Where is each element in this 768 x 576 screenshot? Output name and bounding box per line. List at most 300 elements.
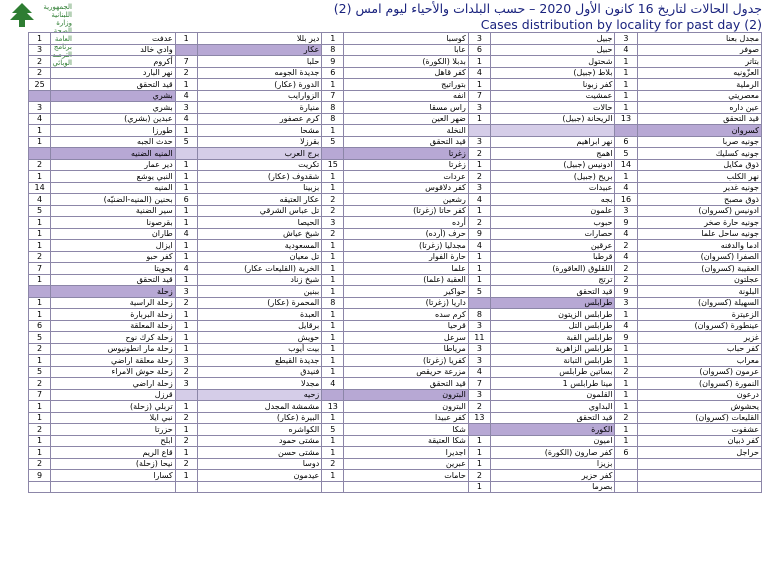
case-count-cell: 2 <box>29 67 51 79</box>
locality-cell: كفر حبو <box>51 251 176 263</box>
locality-cell: مشمشة المجدل <box>197 401 322 413</box>
locality-cell: عين داره <box>637 102 762 114</box>
locality-cell: مجدلا <box>197 378 322 390</box>
case-count-cell <box>322 481 344 493</box>
locality-cell: عمشيت <box>490 90 615 102</box>
case-count-cell: 3 <box>175 286 197 298</box>
locality-cell: شقدوف (عكار) <box>197 171 322 183</box>
locality-cell: مشتى حمود <box>197 435 322 447</box>
locality-cell: النبي يوشع <box>51 171 176 183</box>
locality-cell: بزيزا <box>490 458 615 470</box>
locality-cell: شيخ زناد <box>197 274 322 286</box>
case-count-cell: 3 <box>615 205 637 217</box>
locality-cell: دير عمار <box>51 159 176 171</box>
locality-cell: بريح (جبيل) <box>490 171 615 183</box>
locality-cell: الرملية <box>637 79 762 91</box>
case-count-cell: 1 <box>29 412 51 424</box>
case-count-cell: 6 <box>29 320 51 332</box>
table-row <box>29 56 762 68</box>
case-count-cell: 5 <box>175 136 197 148</box>
locality-cell: العزّونيه <box>637 67 762 79</box>
table-row <box>29 67 762 79</box>
table-row <box>29 366 762 378</box>
table-row <box>29 113 762 125</box>
locality-cell: علمون <box>490 205 615 217</box>
locality-cell: القليعات (كسروان) <box>637 412 762 424</box>
locality-cell: مجدليا (زغرتا) <box>344 240 469 252</box>
locality-cell: الكواشره <box>197 424 322 436</box>
case-count-cell <box>468 424 490 436</box>
case-count-cell: 3 <box>468 102 490 114</box>
locality-cell: تكريت <box>197 159 322 171</box>
case-count-cell: 3 <box>468 389 490 401</box>
case-count-cell: 2 <box>615 366 637 378</box>
case-count-cell: 7 <box>468 378 490 390</box>
case-count-cell: 1 <box>175 159 197 171</box>
locality-cell: عدفت <box>51 33 176 45</box>
case-count-cell: 2 <box>29 251 51 263</box>
locality-cell: الدورة (عكار) <box>197 79 322 91</box>
case-count-cell: 8 <box>468 309 490 321</box>
locality-cell: ذوق مصبح <box>637 194 762 206</box>
case-count-cell: 2 <box>615 412 637 424</box>
case-count-cell: 2 <box>175 67 197 79</box>
case-count-cell: 1 <box>175 309 197 321</box>
case-count-cell: 9 <box>615 286 637 298</box>
case-count-cell: 9 <box>322 56 344 68</box>
table-row <box>29 309 762 321</box>
case-count-cell: 7 <box>29 263 51 275</box>
case-count-cell: 3 <box>468 33 490 45</box>
case-count-cell <box>615 125 637 137</box>
locality-cell: زحلة مار انطونيوس <box>51 343 176 355</box>
case-count-cell: 1 <box>468 447 490 459</box>
case-count-cell: 9 <box>468 228 490 240</box>
table-row <box>29 79 762 91</box>
case-count-cell <box>468 297 490 309</box>
locality-cell: عبدين (بشري) <box>51 113 176 125</box>
case-count-cell: 13 <box>468 412 490 424</box>
case-count-cell: 8 <box>322 44 344 56</box>
locality-cell: المنيه <box>51 182 176 194</box>
locality-cell <box>637 470 762 482</box>
case-count-cell: 1 <box>615 102 637 114</box>
case-count-cell: 11 <box>468 332 490 344</box>
case-count-cell: 1 <box>322 263 344 275</box>
locality-cell: طرابلس التبانة <box>490 355 615 367</box>
case-count-cell: 4 <box>468 67 490 79</box>
case-count-cell: 2 <box>322 228 344 240</box>
table-row <box>29 44 762 56</box>
case-count-cell: 1 <box>29 435 51 447</box>
locality-cell: بجه <box>490 194 615 206</box>
locality-cell: حارة الفوار <box>344 251 469 263</box>
case-count-cell: 1 <box>175 125 197 137</box>
table-row <box>29 194 762 206</box>
case-count-cell: 1 <box>29 217 51 229</box>
case-count-cell: 1 <box>615 309 637 321</box>
logo-line: وزارة الصحة العامة <box>53 19 72 43</box>
case-count-cell: 1 <box>322 125 344 137</box>
case-count-cell: 5 <box>468 286 490 298</box>
case-count-cell: 1 <box>29 240 51 252</box>
locality-cell: أكروم <box>51 56 176 68</box>
locality-cell: كوسبا <box>344 33 469 45</box>
case-count-cell: 4 <box>175 263 197 275</box>
case-count-cell: 2 <box>175 366 197 378</box>
case-count-cell: 6 <box>615 136 637 148</box>
locality-cell: العقبة (علما) <box>344 274 469 286</box>
locality-cell: كفر ذبيان <box>637 435 762 447</box>
locality-cell: بشري <box>51 102 176 114</box>
locality-cell: قيد التحقق <box>51 79 176 91</box>
case-count-cell: 1 <box>322 309 344 321</box>
locality-cell: ادونيس (جبيل) <box>490 159 615 171</box>
locality-cell: مجدل بعنا <box>637 33 762 45</box>
case-count-cell: 1 <box>175 401 197 413</box>
case-count-cell: 1 <box>175 79 197 91</box>
table-row <box>29 159 762 171</box>
region-header-cell <box>490 125 615 137</box>
region-header-cell: المنيه الضنيه <box>51 148 176 160</box>
case-count-cell: 1 <box>615 67 637 79</box>
case-count-cell: 1 <box>468 263 490 275</box>
case-count-cell: 1 <box>175 274 197 286</box>
locality-cell <box>637 481 762 493</box>
case-count-cell: 2 <box>468 470 490 482</box>
locality-cell: نهر البارد <box>51 67 176 79</box>
table-row <box>29 320 762 332</box>
locality-cell: بتوراتيج <box>344 79 469 91</box>
case-count-cell: 4 <box>615 44 637 56</box>
case-count-cell: 1 <box>175 343 197 355</box>
case-count-cell: 1 <box>322 182 344 194</box>
case-count-cell: 3 <box>175 378 197 390</box>
locality-cell: كفريا (زغرتا) <box>344 355 469 367</box>
locality-cell: ذوق مكايل <box>637 159 762 171</box>
locality-cell: قاع الريم <box>51 447 176 459</box>
table-row <box>29 217 762 229</box>
locality-cell: طرابلس الزاهرية <box>490 343 615 355</box>
case-count-cell: 15 <box>322 159 344 171</box>
table-row <box>29 263 762 275</box>
case-count-cell: 13 <box>615 113 637 125</box>
case-count-cell: 1 <box>468 251 490 263</box>
locality-cell: بقرزلا <box>197 136 322 148</box>
table-row <box>29 297 762 309</box>
locality-cell: زحلة الراسية <box>51 297 176 309</box>
locality-cell: حامات <box>344 470 469 482</box>
case-count-cell: 4 <box>29 113 51 125</box>
locality-cell: قيد التحقق <box>344 378 469 390</box>
locality-cell: عينطورة (كسروان) <box>637 320 762 332</box>
locality-cell: برقايل <box>197 320 322 332</box>
case-count-cell: 1 <box>322 435 344 447</box>
region-header-cell: بشري <box>51 90 176 102</box>
locality-cell: رشعين <box>344 194 469 206</box>
locality-cell: الريحانة (جبيل) <box>490 113 615 125</box>
case-count-cell: 1 <box>322 332 344 344</box>
table-row <box>29 274 762 286</box>
locality-cell: بلاط (جبيل) <box>490 67 615 79</box>
region-header-cell: البترون <box>344 389 469 401</box>
locality-cell: الزوارايب <box>197 90 322 102</box>
case-count-cell <box>29 148 51 160</box>
locality-cell: بقرصونا <box>51 217 176 229</box>
case-count-cell <box>615 481 637 493</box>
case-count-cell: 1 <box>615 378 637 390</box>
case-count-cell: 1 <box>322 240 344 252</box>
region-header-cell: الكورة <box>490 424 615 436</box>
case-count-cell: 1 <box>29 171 51 183</box>
locality-cell: ايزال <box>51 240 176 252</box>
locality-cell: القلمون <box>490 389 615 401</box>
locality-cell: كفر قاهل <box>344 67 469 79</box>
locality-cell <box>344 481 469 493</box>
case-count-cell: 2 <box>322 194 344 206</box>
locality-cell: قيد التحقق <box>637 113 762 125</box>
case-count-cell: 1 <box>468 113 490 125</box>
case-count-cell: 1 <box>468 481 490 493</box>
case-count-cell: 4 <box>29 194 51 206</box>
case-count-cell: 5 <box>29 332 51 344</box>
locality-cell: حراجل <box>637 447 762 459</box>
case-count-cell: 6 <box>615 447 637 459</box>
cedar-logo-icon <box>8 2 36 28</box>
locality-cell: حبيل <box>490 44 615 56</box>
locality-cell: طرابلس القبة <box>490 332 615 344</box>
locality-cell: علما <box>344 263 469 275</box>
case-count-cell: 2 <box>29 56 51 68</box>
table-row <box>29 447 762 459</box>
logo-line: برنامج الترصد الوبائي <box>52 43 72 67</box>
case-count-cell: 4 <box>468 240 490 252</box>
cases-table <box>28 32 762 493</box>
logo-line: الجمهورية اللبنانية <box>43 3 72 19</box>
case-count-cell: 1 <box>29 228 51 240</box>
case-count-cell <box>175 481 197 493</box>
locality-cell: الحيصا <box>197 217 322 229</box>
case-count-cell: 1 <box>468 159 490 171</box>
case-count-cell: 2 <box>29 458 51 470</box>
locality-cell: كفر زبونا <box>490 79 615 91</box>
case-count-cell: 2 <box>29 424 51 436</box>
locality-cell: ادونيس (كسروان) <box>637 205 762 217</box>
locality-cell: عردات <box>344 171 469 183</box>
table-row <box>29 33 762 45</box>
locality-cell: طورزا <box>51 125 176 137</box>
case-count-cell: 1 <box>175 320 197 332</box>
case-count-cell: 1 <box>615 401 637 413</box>
locality-cell: قيد التحقق <box>490 286 615 298</box>
locality-cell: سير الضنية <box>51 205 176 217</box>
case-count-cell: 3 <box>615 33 637 45</box>
case-count-cell: 1 <box>322 355 344 367</box>
locality-cell: جونيه ساحل علما <box>637 228 762 240</box>
case-count-cell: 4 <box>615 251 637 263</box>
locality-cell: شكا العتيقة <box>344 435 469 447</box>
table-row <box>29 228 762 240</box>
table-row <box>29 435 762 447</box>
locality-cell: العقيبة (كسروان) <box>637 263 762 275</box>
locality-cell: عيدمون <box>197 470 322 482</box>
locality-cell: عكار العتيقه <box>197 194 322 206</box>
locality-cell: النخلة <box>344 125 469 137</box>
locality-cell: صوفر <box>637 44 762 56</box>
locality-cell: أرده <box>344 217 469 229</box>
locality-cell: قيد التحقق <box>51 274 176 286</box>
locality-cell: قيد التحقق <box>490 412 615 424</box>
locality-cell: بحويتا <box>51 263 176 275</box>
region-header-cell: عكار <box>197 44 322 56</box>
region-header-cell: زغرتا <box>344 148 469 160</box>
table-row <box>29 136 762 148</box>
locality-cell: جديدة القيطع <box>197 355 322 367</box>
region-header-cell: كسروان <box>637 125 762 137</box>
locality-cell: غزير <box>637 332 762 344</box>
case-count-cell: 1 <box>322 343 344 355</box>
locality-cell: مزرعة حريقص <box>344 366 469 378</box>
locality-cell: حصارات <box>490 228 615 240</box>
locality-cell: تربلي (زحلة) <box>51 401 176 413</box>
locality-cell: درعون <box>637 389 762 401</box>
locality-cell: عجلتون <box>637 274 762 286</box>
table-row <box>29 458 762 470</box>
locality-cell: النمورة (كسروان) <box>637 378 762 390</box>
case-count-cell: 4 <box>468 194 490 206</box>
case-count-cell: 1 <box>322 412 344 424</box>
case-count-cell: 14 <box>29 182 51 194</box>
locality-cell: ضهر العين <box>344 113 469 125</box>
case-count-cell: 4 <box>615 228 637 240</box>
locality-cell: المسعودية <box>197 240 322 252</box>
case-count-cell: 1 <box>322 79 344 91</box>
locality-cell: شحتول <box>490 56 615 68</box>
locality-cell: جبيل <box>490 33 615 45</box>
locality-cell: مرياطا <box>344 343 469 355</box>
locality-cell: الزعيترة <box>637 309 762 321</box>
case-count-cell: 14 <box>615 159 637 171</box>
locality-cell: حلبا <box>197 56 322 68</box>
case-count-cell: 3 <box>29 44 51 56</box>
locality-cell <box>637 458 762 470</box>
case-count-cell <box>615 458 637 470</box>
locality-cell: عشقوت <box>637 424 762 436</box>
case-count-cell: 4 <box>175 113 197 125</box>
case-count-cell: 8 <box>322 297 344 309</box>
case-count-cell: 1 <box>29 274 51 286</box>
case-count-cell: 2 <box>29 343 51 355</box>
case-count-cell: 25 <box>29 79 51 91</box>
case-count-cell: 1 <box>322 33 344 45</box>
case-count-cell: 6 <box>175 194 197 206</box>
locality-cell: جونيه غدير <box>637 182 762 194</box>
locality-cell: زحلة معلقة اراضي <box>51 355 176 367</box>
case-count-cell: 1 <box>468 79 490 91</box>
case-count-cell <box>468 125 490 137</box>
locality-cell: بتاتر <box>637 56 762 68</box>
case-count-cell: 7 <box>175 56 197 68</box>
locality-cell: زحلة كرك نوح <box>51 332 176 344</box>
case-count-cell <box>29 90 51 102</box>
locality-cell: نهر ابراهيم <box>490 136 615 148</box>
locality-cell: الصفرا (كسروان) <box>637 251 762 263</box>
locality-cell: حالات <box>490 102 615 114</box>
locality-cell: بساتين طرابلس <box>490 366 615 378</box>
case-count-cell: 2 <box>615 274 637 286</box>
case-count-cell: 2 <box>615 240 637 252</box>
table-row <box>29 378 762 390</box>
locality-cell: معصريتي <box>637 90 762 102</box>
case-count-cell: 1 <box>468 205 490 217</box>
locality-cell: قرطبا <box>490 251 615 263</box>
locality-cell: جديدة الجومه <box>197 67 322 79</box>
case-count-cell: 3 <box>468 182 490 194</box>
locality-cell: حبوب <box>490 217 615 229</box>
case-count-cell <box>322 389 344 401</box>
case-count-cell: 2 <box>468 171 490 183</box>
locality-cell: البيرة (عكار) <box>197 412 322 424</box>
case-count-cell: 1 <box>615 79 637 91</box>
locality-cell: راس مسقا <box>344 102 469 114</box>
locality-cell: فنيدق <box>197 366 322 378</box>
case-count-cell: 2 <box>175 435 197 447</box>
locality-cell: وادي خالد <box>51 44 176 56</box>
case-count-cell <box>175 389 197 401</box>
case-count-cell: 5 <box>322 424 344 436</box>
locality-cell: مشحا <box>197 125 322 137</box>
locality-cell: كفر صارون (الكورة) <box>490 447 615 459</box>
case-count-cell: 1 <box>175 424 197 436</box>
locality-cell: طرابلس التل <box>490 320 615 332</box>
table-row <box>29 171 762 183</box>
case-count-cell: 1 <box>175 447 197 459</box>
case-count-cell: 1 <box>175 171 197 183</box>
locality-cell: الخربة (القليعات عكار) <box>197 263 322 275</box>
locality-cell: قيد التحقق <box>344 136 469 148</box>
table-row <box>29 240 762 252</box>
case-count-cell: 5 <box>29 205 51 217</box>
case-count-cell: 9 <box>615 217 637 229</box>
locality-cell: حويش <box>197 332 322 344</box>
case-count-cell: 1 <box>468 274 490 286</box>
case-count-cell: 4 <box>175 228 197 240</box>
case-count-cell: 1 <box>29 297 51 309</box>
case-count-cell: 1 <box>615 171 637 183</box>
case-count-cell: 1 <box>615 389 637 401</box>
table-row <box>29 332 762 344</box>
locality-cell: مشتى حسن <box>197 447 322 459</box>
table-row <box>29 401 762 413</box>
locality-cell: قرحيا <box>344 320 469 332</box>
locality-cell: عرمون (كسروان) <box>637 366 762 378</box>
case-count-cell: 3 <box>468 136 490 148</box>
locality-cell: زحلة المعلقة <box>51 320 176 332</box>
locality-cell: ترتج <box>490 274 615 286</box>
locality-cell: زغرتا <box>344 159 469 171</box>
case-count-cell: 1 <box>322 251 344 263</box>
case-count-cell: 2 <box>175 297 197 309</box>
table-row <box>29 125 762 137</box>
locality-cell: منيارة <box>197 102 322 114</box>
region-header-cell: زحيه <box>197 389 322 401</box>
locality-cell: كفر حاتا (زغرتا) <box>344 205 469 217</box>
locality-cell: كفر حباب <box>637 343 762 355</box>
case-count-cell <box>29 481 51 493</box>
locality-cell: زحلة اراضي <box>51 378 176 390</box>
locality-cell: اميون <box>490 435 615 447</box>
locality-cell: يحشوش <box>637 401 762 413</box>
